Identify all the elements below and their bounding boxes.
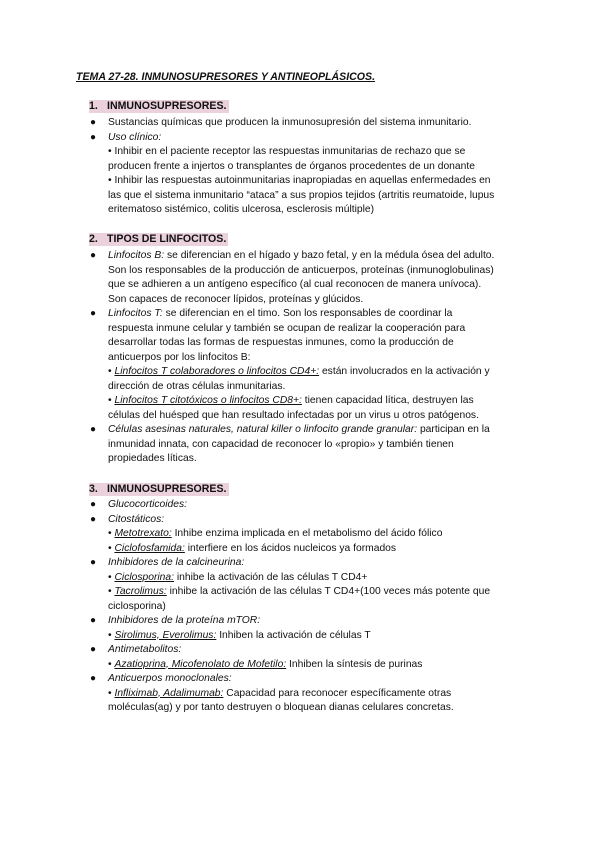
section-title: INMUNOSUPRESORES. [107,483,227,495]
section-2-list [90,249,520,467]
section-1-list [90,116,520,218]
list-item [90,643,520,672]
list-item [90,498,520,513]
list-text: Son los responsables de la producción de anticuerpos, proteínas (inmunoglobulinas) [108,264,494,276]
sub-bullet: • [108,542,115,554]
list-text: que se adhieren a un antígeno específico (al cual reconocen de manera unívoca). [108,279,482,290]
bullet-icon: ● [90,424,97,435]
list-text: • Inhibir en el paciente receptor las respuestas inmunitarias de rechazo que se [108,146,466,157]
list-text: Inhiben la activación de células T [216,629,371,641]
bullet-icon: ● [90,615,97,626]
list-text: están involucrados en la activación y [319,366,490,377]
list-text: las que el sistema inmunitario “ataca” a sus propios tejidos (artritis reumatoide, lupus [108,189,495,201]
list-text: eritematoso sistémico, colitis ulcerosa, esclerosis múltiple) [108,204,375,215]
list-item [90,513,520,557]
sub-bullet: • [108,395,115,406]
sub-bullet: • [108,658,115,670]
sub-bullet: • [108,586,115,597]
bullet-icon: ● [90,308,97,319]
list-text: ciclosporina) [108,600,166,612]
list-text: interfiere en los ácidos nucleicos ya formados [184,542,397,554]
list-text: inhibe la activación de las células T CD4+(100 veces más potente que [166,586,491,597]
list-text: participan en la [417,424,490,435]
section-title: TIPOS DE LINFOCITOS. [107,233,227,245]
list-item [90,116,520,131]
list-text: moléculas(ag) y por tanto destruyen o bloquean dianas celulares concretas. [108,702,454,713]
list-text: desarrollar todas las formas de respuestas inmunes, como la producción de [108,337,454,348]
sub-bullet: • [108,687,115,699]
list-item [90,307,520,423]
sub-bullet: • [108,528,115,539]
bullet-icon: ● [90,117,97,128]
list-text: • Inhibir las respuestas autoinmunitarias inapropiadas en aquellas enfermedades en [108,175,491,186]
cd4-label: Linfocitos T colaboradores o linfocitos CD4+: [114,366,320,377]
list-text: Inhibe enzima implicada en el metabolismo del ácido fólico [171,528,443,539]
antimetabolitos-label: Antimetabolitos: [108,644,182,655]
calcineurina-label: Inhibidores de la calcineurina: [108,557,245,568]
section-heading-2 [89,233,228,246]
drug-name: Ciclofosfamida: [114,542,185,554]
list-text: anticuerpos por los linfocitos B: [108,351,251,363]
list-text: Sustancias químicas que producen la inmunosupresión del sistema inmunitario. [108,117,472,128]
sub-bullet: • [108,366,115,377]
drug-name: Azatioprina, Micofenolato de Mofetilo: [114,658,287,670]
citostaticos-label: Citostáticos: [108,513,165,525]
list-text: Son capaces de reconocer lípidos, proteínas y glúcidos. [108,293,364,305]
section-number: 1. [89,100,98,112]
list-text: Inhiben la síntesis de purinas [286,658,423,670]
section-heading-3 [89,483,229,496]
bullet-icon: ● [90,131,97,143]
list-text: tienen capacidad lítica, destruyen las [301,395,474,406]
list-text: dirección de otras células inmunitarias. [108,380,286,392]
drug-name: Ciclosporina: [114,571,174,583]
list-text: inhibe la activación de las células T CD4+ [174,571,368,583]
section-title: INMUNOSUPRESORES. [107,100,227,112]
glucocorticoides-label: Glucocorticoides: [108,499,187,510]
drug-name: Tacrolimus: [114,586,167,597]
list-item [90,249,520,307]
bullet-icon: ● [90,513,97,525]
list-item [90,556,520,614]
mtor-label: Inhibidores de la proteína mTOR: [108,615,261,626]
drug-name: Metotrexato: [114,528,172,539]
list-item [90,672,520,716]
cd8-label: Linfocitos T citotóxicos o linfocitos CD8+: [114,395,302,406]
list-text: respuesta inmune celular y también se ocupan de realizar la cooperación para [108,322,466,334]
list-text: células del huésped que han resultado infectadas por un virus u otros patógenos. [108,409,479,421]
section-3-list [90,498,520,716]
uso-clinico-label: Uso clínico: [108,131,162,143]
section-number: 3. [89,483,98,495]
linfocitos-t-label: Linfocitos T: [108,308,163,319]
list-text: se diferencian en el hígado y bazo fetal, y en la médula ósea del adulto. [164,250,495,261]
list-text: Capacidad para reconocer específicamente otras [223,687,452,699]
list-item [90,131,520,218]
list-text: se diferencian en el timo. Son los responsables de coordinar la [162,308,453,319]
bullet-icon: ● [90,250,97,261]
bullet-icon: ● [90,644,97,655]
bullet-icon: ● [90,557,97,568]
bullet-icon: ● [90,673,97,684]
sub-bullet: • [108,629,115,641]
drug-name: Infliximab, Adalimumab: [114,687,224,699]
list-item [90,423,520,467]
anticuerpos-label: Anticuerpos monoclonales: [108,673,232,684]
drug-name: Sirolimus, Everolimus: [114,629,217,641]
list-text: producen frente a injertos o transplantes de órganos procedentes de un donante [108,160,475,172]
section-number: 2. [89,233,98,245]
list-text: propiedades líticas. [108,453,197,464]
nk-label: Células asesinas naturales, natural killer o linfocito grande granular: [108,424,418,435]
bullet-icon: ● [90,499,97,510]
linfocitos-b-label: Linfocitos B: [108,250,165,261]
list-text: inmunidad innata, con capacidad de reconocer lo «propio» y también tienen [108,438,454,450]
sub-bullet: • [108,571,115,583]
section-heading-1 [89,100,229,113]
document-title: TEMA 27-28. INMUNOSUPRESORES Y ANTINEOPLÁSICOS. [76,71,376,83]
list-item [90,614,520,643]
